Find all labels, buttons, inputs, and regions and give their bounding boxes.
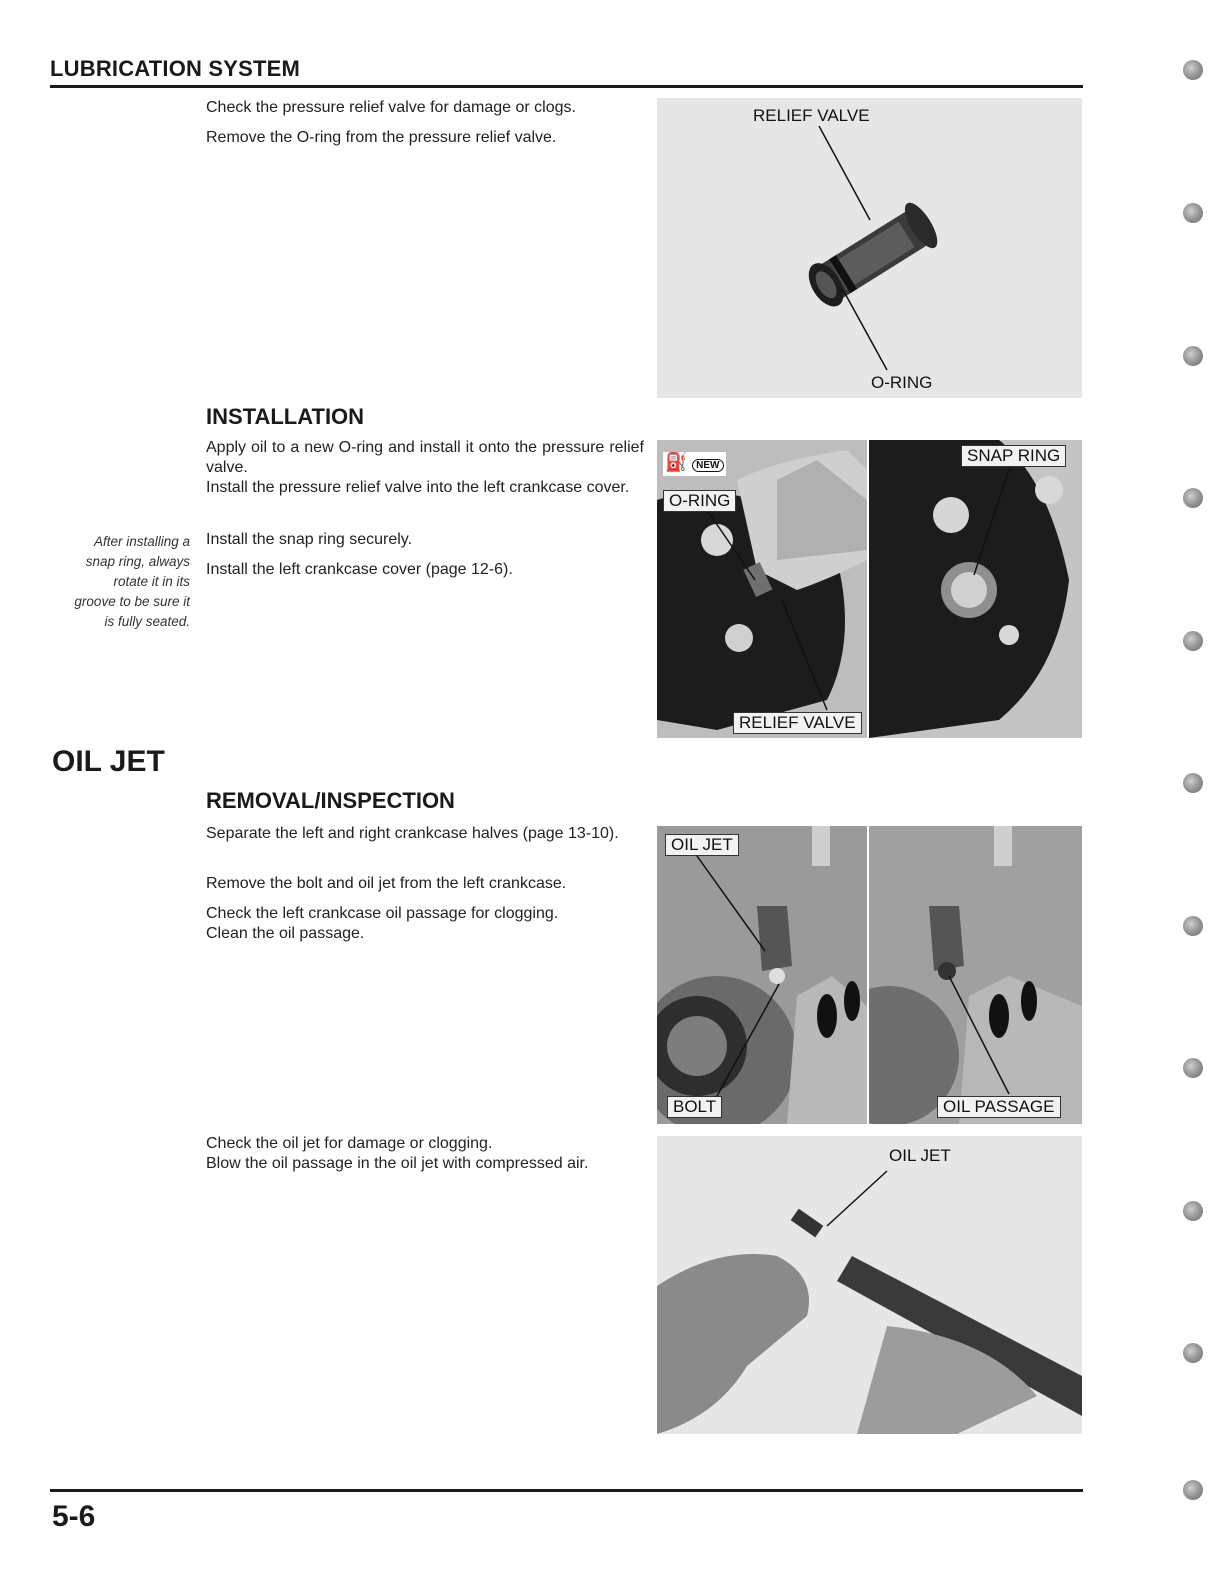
binder-hole [1183, 631, 1203, 651]
label-relief-valve-install: RELIEF VALVE [733, 712, 862, 734]
margin-note [50, 532, 190, 632]
binder-hole [1183, 1343, 1203, 1363]
oil-jet-section-title: OIL JET [52, 745, 165, 778]
binder-hole [1183, 1201, 1203, 1221]
removal-inspection-heading: REMOVAL/INSPECTION [206, 788, 455, 813]
new-part-icon: NEW [692, 459, 723, 472]
install-snapring-photo [869, 440, 1082, 738]
label-oil-passage: OIL PASSAGE [937, 1096, 1061, 1118]
section-header-title: LUBRICATION SYSTEM [50, 56, 301, 81]
oil-jet-step-4a: Check the oil jet for damage or clogging. [206, 1135, 493, 1152]
binder-hole [1183, 916, 1203, 936]
label-oil-jet-2: OIL JET [889, 1146, 951, 1165]
label-oil-jet: OIL JET [665, 834, 739, 856]
oil-jet-step-4b: Blow the oil passage in the oil jet with compressed air. [206, 1155, 589, 1172]
binder-hole [1183, 346, 1203, 366]
install-step-3: Install the snap ring securely. [206, 531, 413, 548]
inspect-line-1: Check the pressure relief valve for damage or clogs. [206, 99, 576, 116]
label-snap-ring: SNAP RING [961, 445, 1066, 467]
oil-jet-step-2: Remove the bolt and oil jet from the left crankcase. [206, 875, 567, 892]
label-relief-valve: RELIEF VALVE [753, 106, 870, 125]
margin-note-line: is fully seated. [104, 614, 190, 629]
margin-note-line: groove to be sure it [74, 594, 190, 609]
binder-hole [1183, 1480, 1203, 1500]
install-step-2: Install the pressure relief valve into the left crankcase cover. [206, 479, 630, 496]
oil-jet-step-1: Separate the left and right crankcase halves (page 13-10). [206, 825, 619, 842]
binder-hole [1183, 203, 1203, 223]
binder-hole [1183, 488, 1203, 508]
margin-note-line: After installing a [93, 534, 190, 549]
label-bolt: BOLT [667, 1096, 722, 1118]
installation-heading: INSTALLATION [206, 404, 365, 429]
binder-hole [1183, 1058, 1203, 1078]
binder-hole [1183, 60, 1203, 80]
relief-valve-photo [657, 98, 1082, 398]
oil-can-icon: ⛽ [665, 452, 688, 472]
install-step-1: Apply oil to a new O-ring and install it onto the pressure relief valve. [206, 439, 644, 476]
install-oring-photo [657, 440, 867, 738]
oil-jet-step-3a: Check the left crankcase oil passage for clogging. [206, 905, 559, 922]
margin-note-line: snap ring, always [85, 554, 190, 569]
label-o-ring: O-RING [871, 373, 933, 392]
oil-jet-crankcase-photo [657, 826, 867, 1124]
footer-rule [50, 1489, 1083, 1492]
margin-note-line: rotate it in its [113, 574, 190, 589]
binder-hole [1183, 773, 1203, 793]
tool-icons [663, 452, 726, 476]
install-step-4: Install the left crankcase cover (page 12-6). [206, 561, 513, 578]
oil-jet-step-3b: Clean the oil passage. [206, 925, 365, 942]
label-o-ring-install: O-RING [663, 490, 736, 512]
oil-passage-photo [869, 826, 1082, 1124]
inspect-line-2: Remove the O-ring from the pressure relief valve. [206, 129, 557, 146]
header-rule [50, 85, 1083, 88]
oil-jet-blow-photo [657, 1136, 1082, 1434]
page-number: 5-6 [52, 1500, 96, 1533]
